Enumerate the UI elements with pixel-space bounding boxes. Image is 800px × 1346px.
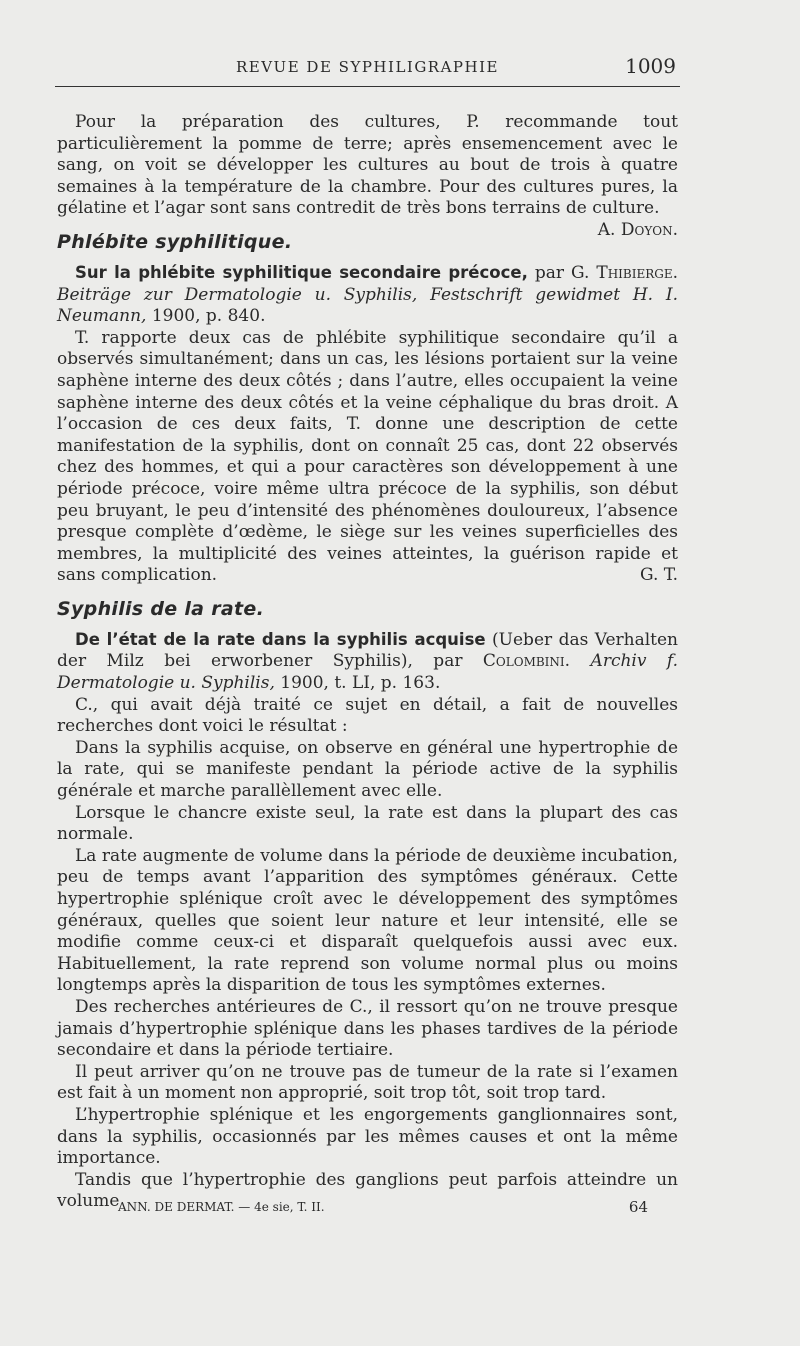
ref-journal: Beiträge zur Dermatologie u. Syphilis, Festschrift gewidmet H. I. Neumann, <box>57 284 678 327</box>
ref-author: Thibierge. <box>596 262 679 283</box>
article-title: Sur la phlébite syphilitique secondaire précoce, <box>75 262 528 282</box>
page-number: 1009 <box>625 54 676 78</box>
body-text <box>57 112 678 1213</box>
footer-journal: ANN. DE DERMAT. — 4e sie, T. II. <box>118 1200 325 1214</box>
intro-paragraph: Pour la préparation des cultures, P. recommande tout particulièrement la pomme de terre; après ensemencement avec le sang, on voit se développer les cultures au bout de trois à quatre semaines à la température de la chambre. Pour des cultures pures, la gélatine et l’agar sont sans contredit de très bons terrains de culture. A. Doyon. <box>57 112 678 240</box>
body-paragraph: C., qui avait déjà traité ce sujet en détail, a fait de nouvelles recherches dont voici le résultat : <box>57 694 678 737</box>
body-paragraph: Lorsque le chancre existe seul, la rate est dans la plupart des cas normale. <box>57 802 678 845</box>
body-paragraph: Il peut arriver qu’on ne trouve pas de tumeur de la rate si l’examen est fait à un moment non approprié, soit trop tôt, soit trop tard. <box>57 1061 678 1104</box>
signature-mark: 64 <box>628 1198 648 1216</box>
running-title: REVUE DE SYPHILIGRAPHIE <box>235 58 499 76</box>
section-heading-phlebite: Phlébite syphilitique. <box>57 230 293 253</box>
article-title: De l’état de la rate dans la syphilis acquise <box>75 629 486 649</box>
ref-author: Colombini. <box>482 651 571 672</box>
body-paragraph: La rate augmente de volume dans la période de deuxième incubation, peu de temps avant l’apparition des symptômes généraux. Cette hypertrophie splénique croît avec le développement des symptômes généraux, quelles que soient leur nature et leur intensité, elle se modifie comme ceux-ci et disparaît quelquefois aussi avec eux. Habituellement, la rate reprend son volume normal plus ou moins longtemps après la disparition de tous les symptômes externes. <box>57 845 678 996</box>
intro-signature: A. Doyon. <box>597 219 678 240</box>
body-paragraph: T. rapporte deux cas de phlébite syphilitique secondaire qu’il a observés simultanément; dans un cas, les lésions portaient sur la veine saphène interne des deux côtés ; dans l’autre, elles occupaient la veine saphène interne des deux côtés et la veine céphalique du bras droit. A l’occasion de ces deux faits, T. donne une description de cette manifestation de la syphilis, dont on connaît 25 cas, dont 22 observés chez des hommes, et qui a pour caractères son développement à une période précoce, voire même ultra précoce de la syphilis, son début peu bruyant, le peu d’intensité des phénomènes douloureux, l’absence presque complète d’œdème, le siège sur les veines superficielles des membres, la multiplicité des veines atteintes, la guérison rapide et sans complication. G. T. <box>57 327 678 586</box>
body-paragraph: L’hypertrophie splénique et les engorgements ganglionnaires sont, dans la syphilis, occasionnés par les mêmes causes et ont la même importance. <box>57 1104 678 1169</box>
body-paragraph: Des recherches antérieures de C., il ressort qu’on ne trouve presque jamais d’hypertrophie splénique dans les phases tardives de la période secondaire et dans la période tertiaire. <box>57 996 678 1061</box>
reference-rate: De l’état de la rate dans la syphilis acquise (Ueber das Verhalten der Milz bei erworbener Syphilis), par Colombini. Archiv f. Dermatologie u. Syphilis, 1900, t. LI, p. 163. <box>57 629 679 694</box>
signature: G. T. <box>639 565 678 586</box>
running-head <box>55 56 680 87</box>
body-paragraph: Tandis que l’hypertrophie des ganglions peut parfois atteindre un volume <box>57 1169 678 1212</box>
ref-journal: Archiv f. Dermatologie u. Syphilis, <box>57 651 678 694</box>
page-footer <box>118 1200 648 1214</box>
section-heading-rate: Syphilis de la rate. <box>57 597 265 620</box>
body-paragraph: Dans la syphilis acquise, on observe en général une hypertrophie de la rate, qui se manifeste pendant la période active de la syphilis générale et marche parallèllement avec elle. <box>57 737 678 802</box>
reference-phlebite: Sur la phlébite syphilitique secondaire précoce, par G. Thibierge. Beiträge zur Dermatologie u. Syphilis, Festschrift gewidmet H. I. Neumann, 1900, p. 840. <box>57 262 679 327</box>
